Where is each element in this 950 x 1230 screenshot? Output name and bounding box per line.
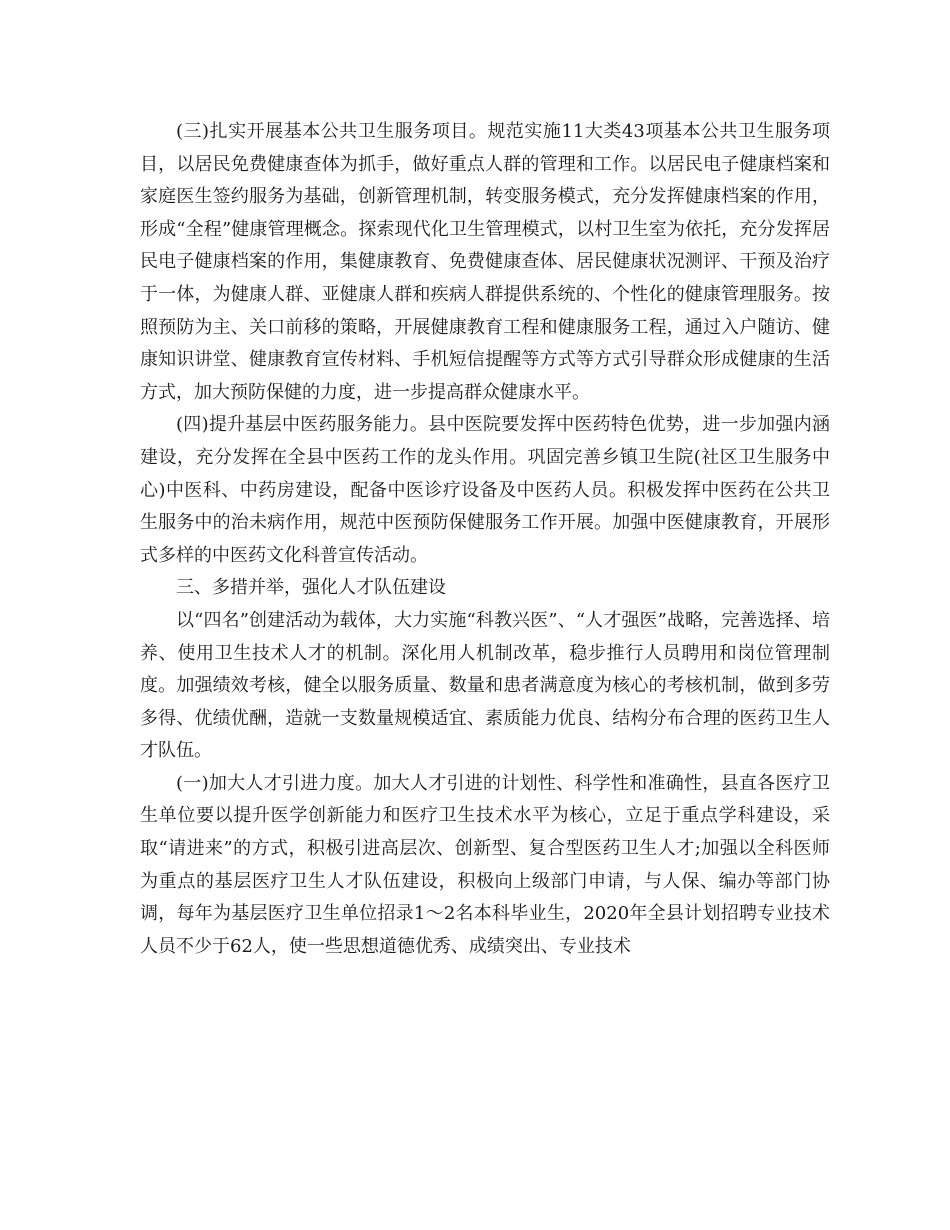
document-page bbox=[140, 116, 830, 963]
paragraph-talent-recruitment: (一)加大人才引进力度。加大人才引进的计划性、科学性和准确性，县直各医疗卫生单位要以提升医学创新能力和医疗卫生技术水平为核心，立足于重点学科建设，采取“请进来”的方式，积极引进高层次、创新型、复合型医药卫生人才;加强以全科医师为重点的基层医疗卫生人才队伍建设，积极向上级部门申请，与人保、编办等部门协调，每年为基层医疗卫生单位招录1～2名本科毕业生，2020年全县计划招聘专业技术人员不少于62人，使一些思想道德优秀、成绩突出、专业技术 bbox=[140, 772, 830, 957]
paragraph-tcm-capacity: (四)提升基层中医药服务能力。县中医院要发挥中医药特色优势，进一步加强内涵建设，充分发挥在全县中医药工作的龙头作用。巩固完善乡镇卫生院(社区卫生服务中心)中医科、中药房建设，配备中医诊疗设备及中医药人员。积极发挥中医药在公共卫生服务中的治未病作用，规范中医预防保健服务工作开展。加强中医健康教育，开展形式多样的中医药文化科普宣传活动。 bbox=[140, 414, 830, 566]
paragraph-public-health-services: (三)扎实开展基本公共卫生服务项目。规范实施11大类43项基本公共卫生服务项目，以居民免费健康查体为抓手，做好重点人群的管理和工作。以居民电子健康档案和家庭医生签约服务为基础，创新管理机制，转变服务模式，充分发挥健康档案的作用，形成“全程”健康管理概念。探索现代化卫生管理模式，以村卫生室为依托，充分发挥居民电子健康档案的作用，集健康教育、免费健康查体、居民健康状况测评、干预及治疗于一体，为健康人群、亚健康人群和疾病人群提供系统的、个性化的健康管理服务。按照预防为主、关口前移的策略，开展健康教育工程和健康服务工程，通过入户随访、健康知识讲堂、健康教育宣传材料、手机短信提醒等方式等方式引导群众形成健康的生活方式，加大预防保健的力度，进一步提高群众健康水平。 bbox=[140, 121, 830, 403]
paragraph-talent-strategy: 以“四名”创建活动为载体，大力实施“科教兴医”、“人才强医”战略，完善选择、培养、使用卫生技术人才的机制。深化用人机制改革，稳步推行人员聘用和岗位管理制度。加强绩效考核，健全以服务质量、数量和患者满意度为核心的考核机制，做到多劳多得、优绩优酬，造就一支数量规模适宜、素质能力优良、结构分布合理的医药卫生人才队伍。 bbox=[140, 609, 830, 762]
section-heading-talent-team: 三、多措并举，强化人才队伍建设 bbox=[176, 577, 446, 599]
